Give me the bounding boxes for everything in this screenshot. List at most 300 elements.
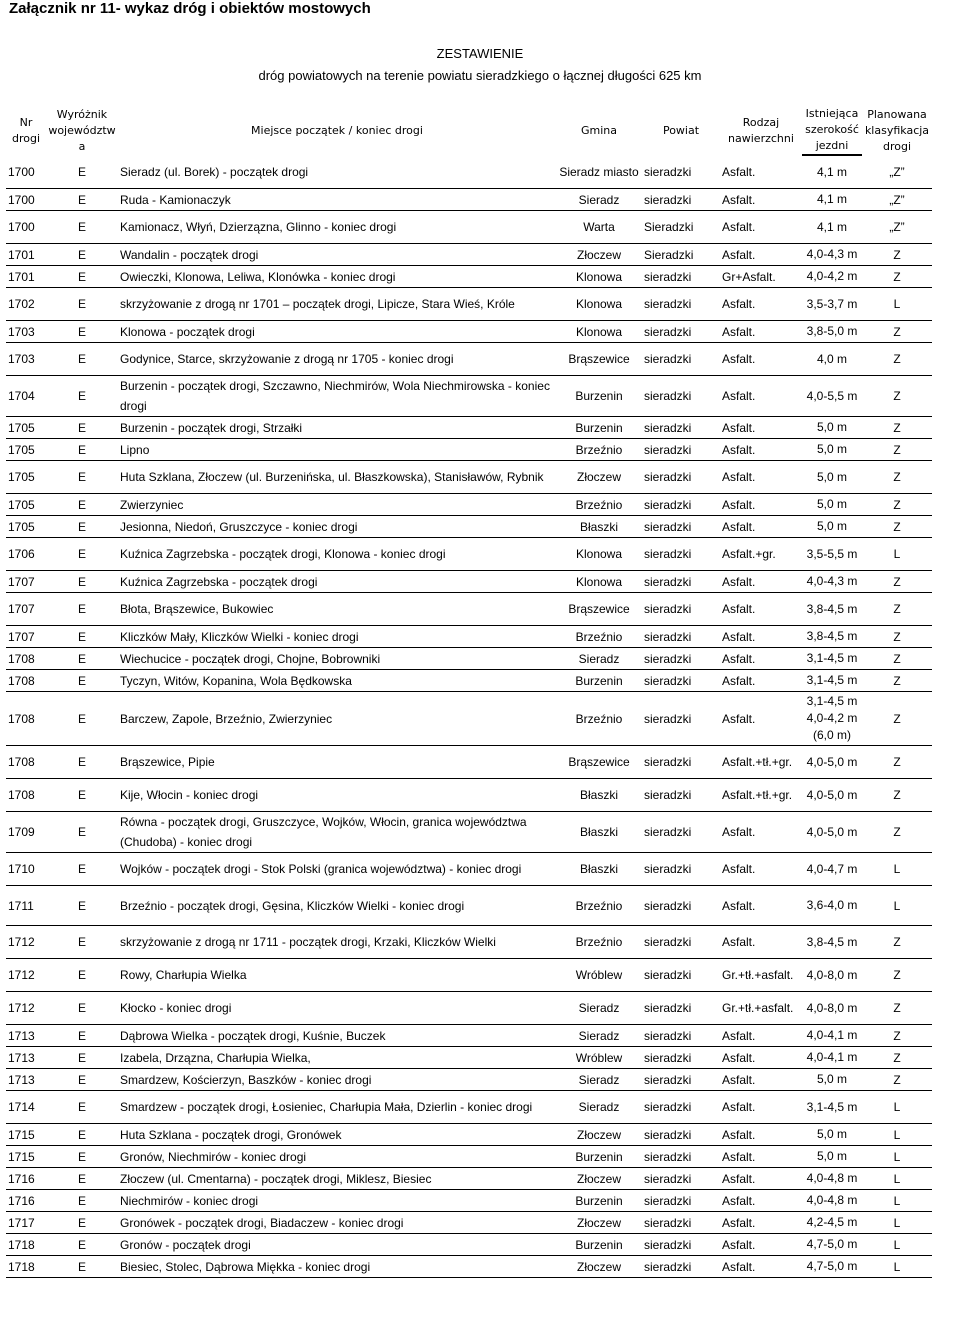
cell-route-description: Zwierzyniec	[118, 494, 556, 516]
cell-route-description: Brąszewice, Pipie	[118, 746, 556, 779]
cell-classification: L	[862, 1256, 932, 1278]
cell-gmina: Złoczew	[556, 1124, 642, 1146]
cell-road-width: 4,0-5,5 m	[802, 376, 862, 417]
cell-surface-type: Asfalt.	[720, 1069, 802, 1091]
cell-gmina: Klonowa	[556, 321, 642, 343]
cell-gmina: Brzeźnio	[556, 692, 642, 746]
cell-surface-type: Gr.+tł.+asfalt.	[720, 992, 802, 1025]
cell-surface-type: Asfalt.	[720, 853, 802, 886]
cell-voivodeship-code: E	[46, 211, 118, 244]
cell-surface-type: Asfalt.	[720, 1234, 802, 1256]
cell-road-number: 1713	[6, 1025, 46, 1047]
cell-gmina: Brąszewice	[556, 746, 642, 779]
cell-road-width: 5,0 m	[802, 439, 862, 461]
cell-voivodeship-code: E	[46, 439, 118, 461]
cell-road-width: 5,0 m	[802, 461, 862, 494]
cell-voivodeship-code: E	[46, 1256, 118, 1278]
table-row	[6, 571, 932, 593]
cell-route-description: Wojków - początek drogi - Stok Polski (granica województwa) - koniec drogi	[118, 853, 556, 886]
table-row	[6, 992, 932, 1025]
cell-powiat: sieradzki	[642, 648, 720, 670]
cell-surface-type: Asfalt.	[720, 321, 802, 343]
cell-surface-type: Asfalt.	[720, 926, 802, 959]
cell-road-number: 1718	[6, 1234, 46, 1256]
cell-classification: Z	[862, 1069, 932, 1091]
cell-voivodeship-code: E	[46, 571, 118, 593]
cell-road-width: 3,1-4,5 m	[802, 1091, 862, 1124]
cell-classification: L	[862, 1190, 932, 1212]
cell-surface-type: Asfalt.	[720, 439, 802, 461]
cell-road-number: 1705	[6, 417, 46, 439]
col-header-powiat: Powiat	[662, 123, 700, 137]
cell-powiat: sieradzki	[642, 1069, 720, 1091]
cell-classification: Z	[862, 494, 932, 516]
cell-voivodeship-code: E	[46, 1190, 118, 1212]
table-row	[6, 538, 932, 571]
cell-road-number: 1709	[6, 812, 46, 853]
cell-gmina: Klonowa	[556, 266, 642, 288]
cell-gmina: Burzenin	[556, 1234, 642, 1256]
table-row	[6, 853, 932, 886]
cell-powiat: sieradzki	[642, 155, 720, 189]
cell-powiat: sieradzki	[642, 1168, 720, 1190]
table-row	[6, 417, 932, 439]
cell-powiat: sieradzki	[642, 1212, 720, 1234]
cell-route-description: Kłocko - koniec drogi	[118, 992, 556, 1025]
cell-road-width: 5,0 m	[802, 1146, 862, 1168]
cell-gmina: Klonowa	[556, 571, 642, 593]
cell-road-width: 4,0-5,0 m	[802, 746, 862, 779]
cell-powiat: sieradzki	[642, 1124, 720, 1146]
cell-road-width: 4,0-4,8 m	[802, 1168, 862, 1190]
cell-route-description: Smardzew - początek drogi, Łosieniec, Charłupia Mała, Dzierlin - koniec drogi	[118, 1091, 556, 1124]
roads-table	[6, 106, 932, 1278]
cell-gmina: Sieradz	[556, 1069, 642, 1091]
cell-road-width: 4,1 m	[802, 189, 862, 211]
cell-voivodeship-code: E	[46, 812, 118, 853]
cell-road-width: 5,0 m	[802, 1124, 862, 1146]
cell-road-width: 3,8-4,5 m	[802, 593, 862, 626]
cell-road-number: 1708	[6, 779, 46, 812]
document-title: Załącznik nr 11- wykaz dróg i obiektów mostowych	[9, 0, 371, 17]
cell-road-width: 4,0-4,2 m	[802, 266, 862, 288]
cell-powiat: sieradzki	[642, 1025, 720, 1047]
cell-powiat: sieradzki	[642, 992, 720, 1025]
cell-voivodeship-code: E	[46, 1212, 118, 1234]
table-row	[6, 593, 932, 626]
cell-voivodeship-code: E	[46, 516, 118, 538]
cell-powiat: sieradzki	[642, 321, 720, 343]
cell-surface-type: Gr+Asfalt.	[720, 266, 802, 288]
cell-road-number: 1708	[6, 746, 46, 779]
cell-gmina: Sieradz	[556, 189, 642, 211]
cell-voivodeship-code: E	[46, 155, 118, 189]
cell-surface-type: Asfalt.	[720, 1190, 802, 1212]
cell-road-width: 4,0-5,0 m	[802, 812, 862, 853]
cell-route-description: Smardzew, Kościerzyn, Baszków - koniec drogi	[118, 1069, 556, 1091]
cell-road-width: 4,0-8,0 m	[802, 992, 862, 1025]
table-row	[6, 343, 932, 376]
cell-powiat: sieradzki	[642, 494, 720, 516]
cell-surface-type: Asfalt.	[720, 461, 802, 494]
cell-road-number: 1713	[6, 1069, 46, 1091]
cell-classification: Z	[862, 266, 932, 288]
cell-route-description: Złoczew (ul. Cmentarna) - początek drogi, Miklesz, Biesiec	[118, 1168, 556, 1190]
cell-voivodeship-code: E	[46, 886, 118, 926]
cell-route-description: Sieradz (ul. Borek) - początek drogi	[118, 155, 556, 189]
cell-road-number: 1703	[6, 321, 46, 343]
cell-gmina: Brzeźnio	[556, 439, 642, 461]
table-row	[6, 1256, 932, 1278]
cell-road-width: 4,0-4,3 m	[802, 244, 862, 266]
cell-gmina: Sieradz	[556, 648, 642, 670]
cell-gmina: Burzenin	[556, 417, 642, 439]
cell-road-width: 3,8-4,5 m	[802, 626, 862, 648]
table-row	[6, 1069, 932, 1091]
cell-gmina: Złoczew	[556, 244, 642, 266]
cell-voivodeship-code: E	[46, 959, 118, 992]
cell-voivodeship-code: E	[46, 538, 118, 571]
cell-route-description: Huta Szklana, Złoczew (ul. Burzenińska, ul. Błaszkowska), Stanisławów, Rybnik	[118, 461, 556, 494]
cell-route-description: Huta Szklana - początek drogi, Gronówek	[118, 1124, 556, 1146]
cell-gmina: Brzeźnio	[556, 886, 642, 926]
col-header-nr: Nr drogi	[11, 115, 41, 145]
cell-route-description: Wandalin - początek drogi	[118, 244, 556, 266]
cell-classification: Z	[862, 571, 932, 593]
cell-road-number: 1700	[6, 189, 46, 211]
cell-gmina: Brąszewice	[556, 593, 642, 626]
cell-gmina: Sieradz miasto	[556, 155, 642, 189]
cell-voivodeship-code: E	[46, 779, 118, 812]
cell-road-number: 1708	[6, 648, 46, 670]
table-row	[6, 516, 932, 538]
cell-road-width: 4,1 m	[802, 211, 862, 244]
cell-voivodeship-code: E	[46, 648, 118, 670]
cell-route-description: skrzyżowanie z drogą nr 1711 - początek drogi, Krzaki, Kliczków Wielki	[118, 926, 556, 959]
cell-classification: Z	[862, 439, 932, 461]
cell-powiat: sieradzki	[642, 812, 720, 853]
cell-route-description: Jesionna, Niedoń, Gruszczyce - koniec drogi	[118, 516, 556, 538]
cell-road-number: 1711	[6, 886, 46, 926]
table-row	[6, 746, 932, 779]
cell-classification: Z	[862, 670, 932, 692]
cell-road-number: 1712	[6, 992, 46, 1025]
cell-gmina: Burzenin	[556, 1190, 642, 1212]
cell-classification: L	[862, 1146, 932, 1168]
cell-route-description: Burzenin - początek drogi, Szczawno, Niechmirów, Wola Niechmirowska - koniec drogi	[118, 376, 556, 417]
cell-road-number: 1707	[6, 593, 46, 626]
cell-voivodeship-code: E	[46, 593, 118, 626]
cell-powiat: sieradzki	[642, 926, 720, 959]
col-header-szerokosc: Istniejąca szerokość jezdni	[802, 106, 862, 155]
cell-powiat: Sieradzki	[642, 244, 720, 266]
cell-route-description: Ruda - Kamionaczyk	[118, 189, 556, 211]
table-row	[6, 266, 932, 288]
table-row	[6, 189, 932, 211]
cell-surface-type: Asfalt.	[720, 244, 802, 266]
cell-road-width: 4,0-8,0 m	[802, 959, 862, 992]
cell-road-number: 1705	[6, 461, 46, 494]
cell-voivodeship-code: E	[46, 1124, 118, 1146]
cell-gmina: Klonowa	[556, 538, 642, 571]
cell-road-number: 1715	[6, 1124, 46, 1146]
table-row	[6, 1212, 932, 1234]
cell-powiat: sieradzki	[642, 959, 720, 992]
cell-powiat: sieradzki	[642, 189, 720, 211]
cell-powiat: sieradzki	[642, 1047, 720, 1069]
cell-surface-type: Asfalt.	[720, 626, 802, 648]
cell-route-description: Kamionacz, Włyń, Dzierzązna, Glinno - koniec drogi	[118, 211, 556, 244]
cell-powiat: sieradzki	[642, 288, 720, 321]
cell-road-width: 5,0 m	[802, 417, 862, 439]
cell-road-width: 4,0-4,3 m	[802, 571, 862, 593]
cell-road-width: 3,8-4,5 m	[802, 926, 862, 959]
cell-gmina: Sieradz	[556, 1025, 642, 1047]
cell-surface-type: Asfalt.	[720, 648, 802, 670]
cell-route-description: Gronówek - początek drogi, Biadaczew - koniec drogi	[118, 1212, 556, 1234]
table-row	[6, 1047, 932, 1069]
cell-road-number: 1702	[6, 288, 46, 321]
cell-gmina: Błaszki	[556, 853, 642, 886]
cell-voivodeship-code: E	[46, 670, 118, 692]
cell-route-description: Gronów, Niechmirów - koniec drogi	[118, 1146, 556, 1168]
cell-classification: L	[862, 1091, 932, 1124]
cell-surface-type: Asfalt.	[720, 670, 802, 692]
cell-classification: Z	[862, 593, 932, 626]
cell-classification: L	[862, 853, 932, 886]
cell-road-width: 3,1-4,5 m 4,0-4,2 m (6,0 m)	[802, 692, 862, 746]
cell-voivodeship-code: E	[46, 266, 118, 288]
table-row	[6, 155, 932, 189]
cell-gmina: Burzenin	[556, 670, 642, 692]
cell-voivodeship-code: E	[46, 692, 118, 746]
cell-classification: L	[862, 1168, 932, 1190]
cell-classification: L	[862, 1234, 932, 1256]
cell-voivodeship-code: E	[46, 288, 118, 321]
cell-gmina: Brzeźnio	[556, 926, 642, 959]
table-row	[6, 244, 932, 266]
cell-road-number: 1705	[6, 516, 46, 538]
cell-classification: Z	[862, 926, 932, 959]
col-header-rodzaj: Rodzaj nawierzchni	[728, 115, 794, 145]
cell-classification: Z	[862, 812, 932, 853]
cell-surface-type: Asfalt.	[720, 417, 802, 439]
cell-road-width: 3,1-4,5 m	[802, 670, 862, 692]
cell-road-width: 3,6-4,0 m	[802, 886, 862, 926]
cell-surface-type: Asfalt.	[720, 189, 802, 211]
cell-road-number: 1710	[6, 853, 46, 886]
cell-road-width: 4,0-4,8 m	[802, 1190, 862, 1212]
cell-classification: „Z”	[862, 155, 932, 189]
cell-voivodeship-code: E	[46, 1234, 118, 1256]
cell-surface-type: Asfalt.	[720, 1168, 802, 1190]
cell-classification: Z	[862, 959, 932, 992]
cell-route-description: Brzeźnio - początek drogi, Gęsina, Kliczków Wielki - koniec drogi	[118, 886, 556, 926]
cell-powiat: sieradzki	[642, 439, 720, 461]
cell-route-description: Biesiec, Stolec, Dąbrowa Miękka - koniec drogi	[118, 1256, 556, 1278]
col-header-miejsce: Miejsce początek / koniec drogi	[251, 123, 423, 137]
cell-surface-type: Asfalt.	[720, 1256, 802, 1278]
cell-classification: Z	[862, 1047, 932, 1069]
cell-road-width: 4,0-5,0 m	[802, 779, 862, 812]
cell-gmina: Złoczew	[556, 1168, 642, 1190]
cell-road-number: 1712	[6, 959, 46, 992]
cell-classification: Z	[862, 376, 932, 417]
cell-voivodeship-code: E	[46, 417, 118, 439]
cell-surface-type: Asfalt.	[720, 516, 802, 538]
cell-route-description: Kuźnica Zagrzebska - początek drogi	[118, 571, 556, 593]
cell-voivodeship-code: E	[46, 746, 118, 779]
cell-route-description: Wiechucice - początek drogi, Chojne, Bobrowniki	[118, 648, 556, 670]
cell-powiat: sieradzki	[642, 538, 720, 571]
cell-route-description: Niechmirów - koniec drogi	[118, 1190, 556, 1212]
cell-surface-type: Asfalt.	[720, 593, 802, 626]
cell-gmina: Brąszewice	[556, 343, 642, 376]
cell-surface-type: Asfalt.	[720, 1146, 802, 1168]
table-row	[6, 648, 932, 670]
cell-classification: L	[862, 886, 932, 926]
cell-classification: Z	[862, 321, 932, 343]
cell-voivodeship-code: E	[46, 343, 118, 376]
cell-powiat: sieradzki	[642, 376, 720, 417]
cell-road-number: 1705	[6, 494, 46, 516]
cell-gmina: Brzeźnio	[556, 626, 642, 648]
table-row	[6, 670, 932, 692]
cell-road-width: 4,0-4,1 m	[802, 1047, 862, 1069]
table-row	[6, 376, 932, 417]
cell-gmina: Złoczew	[556, 1256, 642, 1278]
cell-road-width: 4,7-5,0 m	[802, 1256, 862, 1278]
cell-voivodeship-code: E	[46, 189, 118, 211]
cell-gmina: Błaszki	[556, 516, 642, 538]
cell-powiat: sieradzki	[642, 1234, 720, 1256]
cell-surface-type: Asfalt.	[720, 1091, 802, 1124]
cell-road-number: 1706	[6, 538, 46, 571]
cell-gmina: Sieradz	[556, 992, 642, 1025]
col-header-gmina: Gmina	[580, 123, 617, 137]
table-row	[6, 959, 932, 992]
cell-powiat: sieradzki	[642, 343, 720, 376]
cell-voivodeship-code: E	[46, 1168, 118, 1190]
cell-classification: Z	[862, 417, 932, 439]
table-row	[6, 494, 932, 516]
cell-road-number: 1700	[6, 211, 46, 244]
table-header-row	[6, 106, 932, 155]
cell-classification: Z	[862, 779, 932, 812]
cell-classification: „Z”	[862, 211, 932, 244]
cell-powiat: sieradzki	[642, 886, 720, 926]
table-row	[6, 886, 932, 926]
table-row	[6, 461, 932, 494]
cell-road-number: 1701	[6, 266, 46, 288]
cell-powiat: sieradzki	[642, 266, 720, 288]
cell-route-description: Dąbrowa Wielka - początek drogi, Kuśnie, Buczek	[118, 1025, 556, 1047]
cell-road-number: 1716	[6, 1190, 46, 1212]
table-row	[6, 626, 932, 648]
cell-classification: Z	[862, 1025, 932, 1047]
cell-classification: Z	[862, 626, 932, 648]
cell-powiat: sieradzki	[642, 626, 720, 648]
cell-voivodeship-code: E	[46, 1146, 118, 1168]
cell-road-number: 1713	[6, 1047, 46, 1069]
cell-powiat: sieradzki	[642, 593, 720, 626]
table-row	[6, 321, 932, 343]
cell-surface-type: Asfalt.+gr.	[720, 538, 802, 571]
cell-gmina: Wróblew	[556, 1047, 642, 1069]
heading-zestawienie: ZESTAWIENIE	[436, 46, 524, 61]
cell-road-number: 1718	[6, 1256, 46, 1278]
cell-classification: L	[862, 1212, 932, 1234]
cell-road-width: 4,1 m	[802, 155, 862, 189]
cell-route-description: Owieczki, Klonowa, Leliwa, Klonówka - koniec drogi	[118, 266, 556, 288]
table-row	[6, 1091, 932, 1124]
cell-surface-type: Asfalt.	[720, 571, 802, 593]
table-row	[6, 439, 932, 461]
cell-route-description: Kuźnica Zagrzebska - początek drogi, Klonowa - koniec drogi	[118, 538, 556, 571]
cell-gmina: Klonowa	[556, 288, 642, 321]
cell-surface-type: Asfalt.	[720, 288, 802, 321]
table-row	[6, 1168, 932, 1190]
cell-surface-type: Asfalt.	[720, 376, 802, 417]
table-row	[6, 926, 932, 959]
cell-voivodeship-code: E	[46, 1069, 118, 1091]
table-row	[6, 1146, 932, 1168]
cell-powiat: sieradzki	[642, 670, 720, 692]
cell-route-description: skrzyżowanie z drogą nr 1701 – początek drogi, Lipicze, Stara Wieś, Króle	[118, 288, 556, 321]
cell-voivodeship-code: E	[46, 626, 118, 648]
cell-road-width: 3,5-5,5 m	[802, 538, 862, 571]
cell-route-description: Burzenin - początek drogi, Strzałki	[118, 417, 556, 439]
cell-surface-type: Asfalt.	[720, 1025, 802, 1047]
heading-subtitle: dróg powiatowych na terenie powiatu sieradzkiego o łącznej długości 625 km	[258, 68, 702, 83]
cell-classification: Z	[862, 516, 932, 538]
cell-voivodeship-code: E	[46, 376, 118, 417]
cell-gmina: Wróblew	[556, 959, 642, 992]
cell-classification: Z	[862, 992, 932, 1025]
cell-powiat: sieradzki	[642, 571, 720, 593]
cell-voivodeship-code: E	[46, 853, 118, 886]
cell-powiat: sieradzki	[642, 461, 720, 494]
cell-classification: Z	[862, 343, 932, 376]
cell-route-description: Gronów - początek drogi	[118, 1234, 556, 1256]
cell-powiat: sieradzki	[642, 779, 720, 812]
cell-powiat: sieradzki	[642, 692, 720, 746]
cell-route-description: Rowy, Charłupia Wielka	[118, 959, 556, 992]
cell-road-width: 4,0-4,7 m	[802, 853, 862, 886]
cell-route-description: Tyczyn, Witów, Kopanina, Wola Będkowska	[118, 670, 556, 692]
cell-surface-type: Asfalt.+tł.+gr.	[720, 779, 802, 812]
cell-route-description: Lipno	[118, 439, 556, 461]
cell-surface-type: Asfalt.	[720, 494, 802, 516]
cell-powiat: sieradzki	[642, 1256, 720, 1278]
cell-classification: L	[862, 538, 932, 571]
table-row	[6, 1025, 932, 1047]
cell-gmina: Warta	[556, 211, 642, 244]
cell-road-width: 3,1-4,5 m	[802, 648, 862, 670]
cell-road-number: 1708	[6, 670, 46, 692]
table-row	[6, 1124, 932, 1146]
cell-powiat: sieradzki	[642, 853, 720, 886]
cell-classification: Z	[862, 746, 932, 779]
cell-voivodeship-code: E	[46, 494, 118, 516]
cell-voivodeship-code: E	[46, 1047, 118, 1069]
cell-powiat: sieradzki	[642, 516, 720, 538]
cell-road-number: 1707	[6, 571, 46, 593]
cell-road-width: 4,0-4,1 m	[802, 1025, 862, 1047]
col-header-wyroznik: Wyróżnik województw a	[48, 107, 116, 153]
cell-surface-type: Asfalt.	[720, 812, 802, 853]
cell-road-number: 1705	[6, 439, 46, 461]
